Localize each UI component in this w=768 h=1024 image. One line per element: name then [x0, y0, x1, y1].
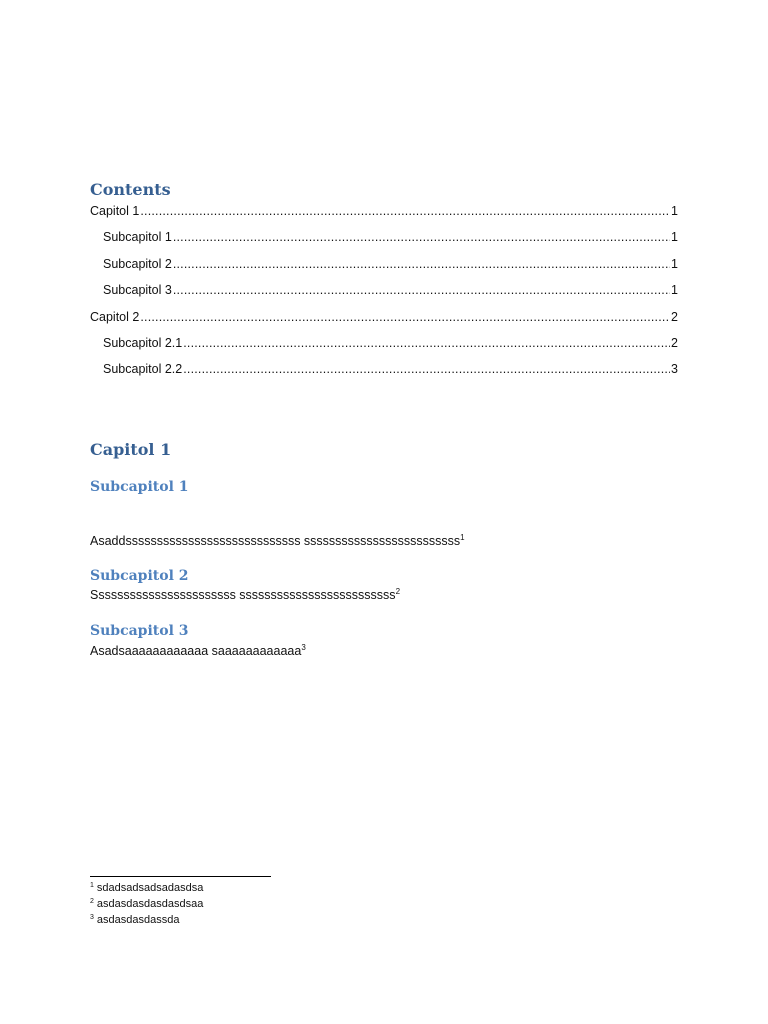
paragraph-text: Asadsaaaaaaaaaaaa saaaaaaaaaaaa: [90, 644, 302, 658]
paragraph-text: Sssssssssssssssssssssss sssssssssssssssssssssssss: [90, 588, 396, 602]
toc-dot-leader: [140, 310, 670, 324]
toc-entry-subcapitol-2-2[interactable]: [90, 362, 678, 388]
chapter-heading: Capitol 1: [90, 440, 172, 459]
toc-page-number: 1: [671, 283, 678, 298]
footnote-text: sdadsadsadsadasdsa: [96, 882, 204, 894]
toc-page-number: 1: [671, 204, 678, 218]
toc-entry-subcapitol-2[interactable]: [90, 257, 678, 283]
section-paragraph: [90, 534, 465, 548]
section-paragraph: [90, 644, 306, 658]
toc-page-number: 3: [671, 362, 678, 377]
toc-dot-leader: [173, 283, 670, 297]
toc-dot-leader: [183, 362, 670, 376]
footnote-item: [90, 882, 203, 898]
footnotes: [90, 882, 203, 930]
toc-page-number: 1: [671, 256, 678, 271]
footnote-item: [90, 914, 203, 930]
footnote-number: 1: [90, 882, 94, 889]
footnote-reference[interactable]: 2: [395, 587, 401, 596]
toc-entry-label: Subcapitol 2.2: [103, 362, 183, 377]
section-heading-subcapitol-2: Subcapitol 2: [90, 568, 189, 584]
section-heading-subcapitol-1: Subcapitol 1: [90, 479, 189, 495]
toc-entry-subcapitol-3[interactable]: [90, 283, 678, 309]
footnote-text: asdasdasdasdasdsaa: [96, 898, 204, 910]
toc-page-number: 1: [671, 230, 678, 245]
footnote-separator: [90, 876, 271, 877]
toc-entry-label: Capitol 1: [90, 204, 140, 218]
toc-entry-capitol-2[interactable]: [90, 310, 678, 336]
toc-page-number: 2: [671, 309, 678, 324]
toc-entry-subcapitol-1[interactable]: [90, 230, 678, 256]
toc-dot-leader: [183, 336, 670, 350]
toc-entry-label: Subcapitol 1: [103, 230, 172, 245]
footnote-reference[interactable]: 3: [301, 643, 306, 652]
footnote-reference[interactable]: 1: [460, 533, 465, 542]
toc-entry-label: Subcapitol 3: [103, 283, 172, 298]
toc-entry-label: Subcapitol 2: [103, 256, 172, 271]
toc-dot-leader: [140, 204, 670, 218]
toc-dot-leader: [173, 257, 670, 271]
section-heading-subcapitol-3: Subcapitol 3: [90, 623, 189, 639]
toc-entry-capitol-1[interactable]: [90, 204, 678, 230]
toc-title: Contents: [90, 180, 171, 199]
footnote-text: asdasdasdassda: [96, 914, 180, 926]
table-of-contents: [90, 204, 678, 389]
toc-page-number: 2: [671, 335, 678, 350]
footnote-number: 2: [90, 898, 94, 905]
toc-entry-subcapitol-2-1[interactable]: [90, 336, 678, 362]
section-paragraph: [90, 588, 400, 602]
toc-entry-label: Capitol 2: [90, 309, 140, 324]
toc-dot-leader: [173, 230, 670, 244]
toc-entry-label: Subcapitol 2.1: [103, 335, 183, 350]
footnote-item: [90, 898, 203, 914]
paragraph-text: Asaddssssssssssssssssssssssssssss sssssssssssssssssssssssss: [90, 534, 461, 548]
footnote-number: 3: [90, 914, 94, 921]
